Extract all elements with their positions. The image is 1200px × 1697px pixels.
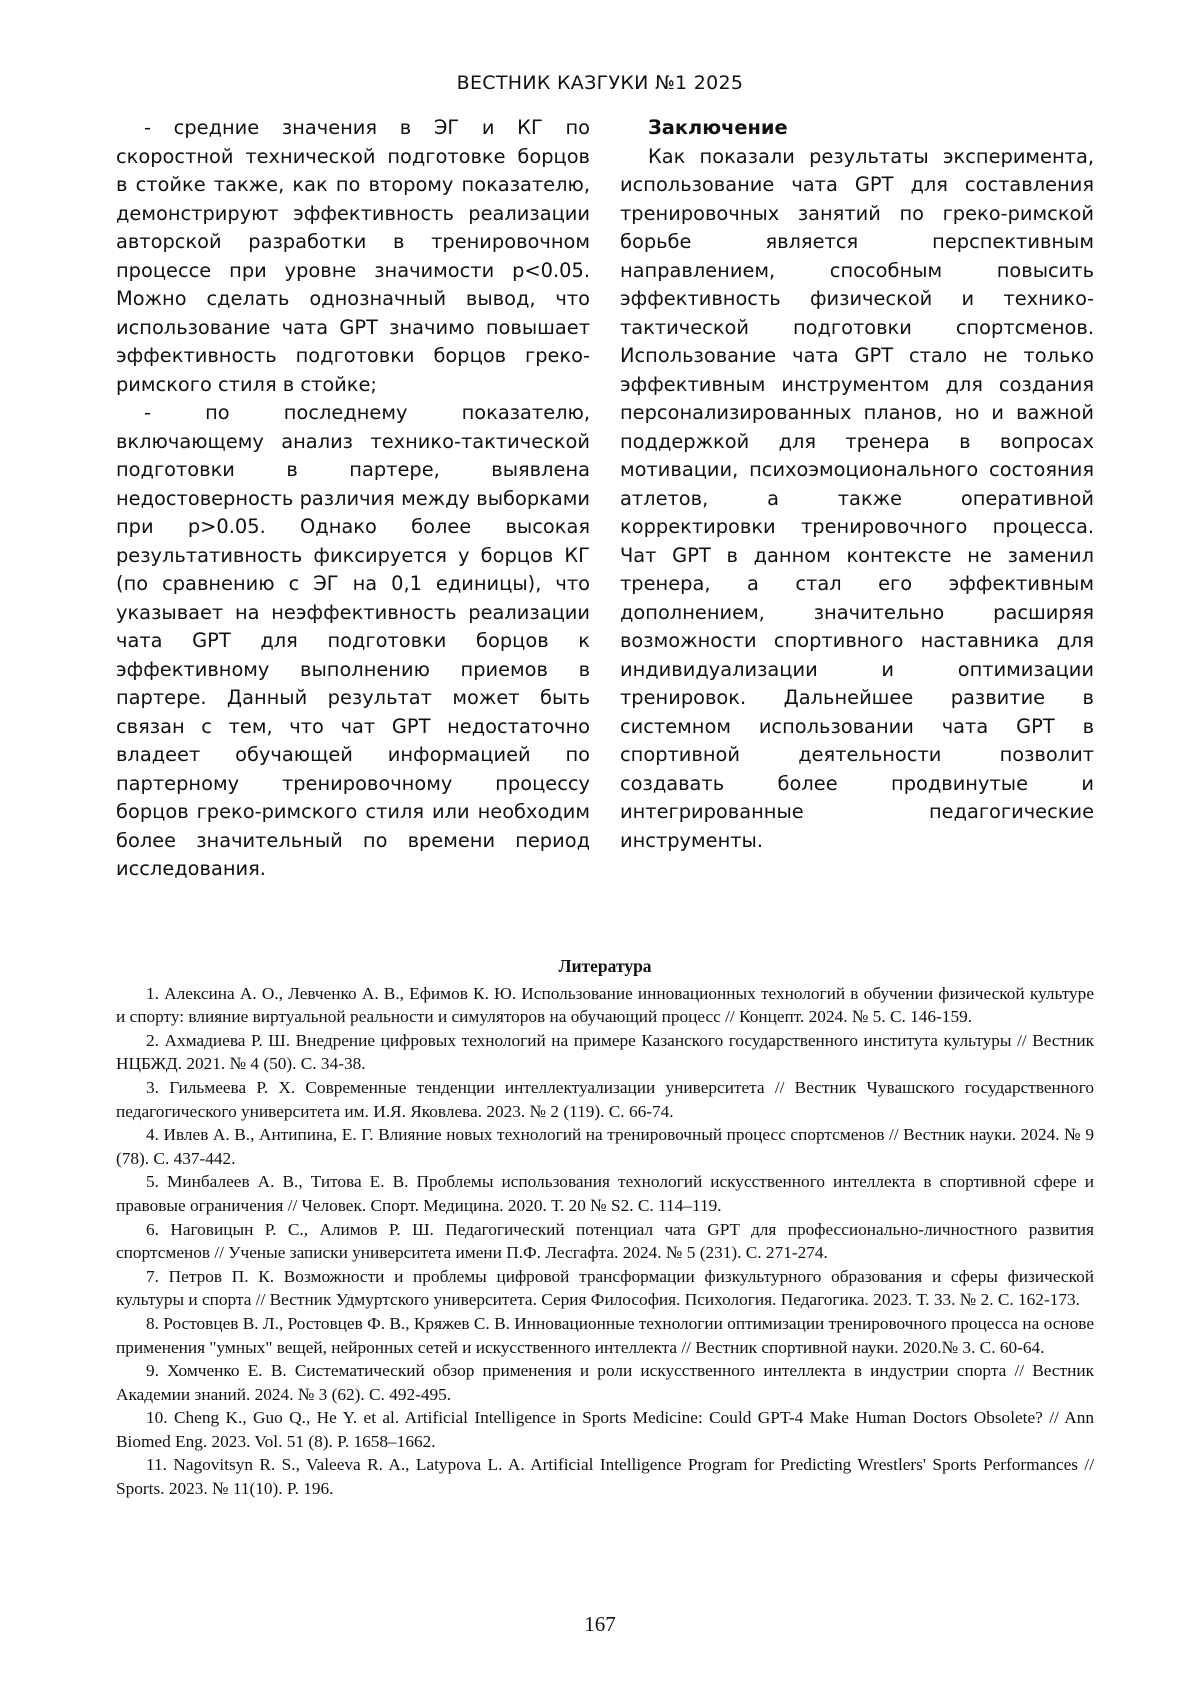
conclusion-paragraph: Как показали результаты эксперимента, использование чата GPT для составления тренировочных занятий по греко-римской борьбе является перспективным направлением, способным повысить эффективность физической и технико-тактической подготовки спортсменов. Использование чата GPT стало не только эффективным инструментом для создания персонализированных планов, но и важной поддержкой для тренера в вопросах мотивации, психоэмоционального состояния атлетов, а также оперативной корректировки тренировочного процесса. Чат GPT в данном контексте не заменил тренера, а стал его эффективным дополнением, значительно расширяя возможности спортивного наставника для индивидуализации и оптимизации тренировок. Дальнейшее развитие в системном использовании чата GPT в спортивной деятельности позволит создавать более продвинутые и интегрированные педагогические инструменты. [620,144,1094,852]
reference-item: 8. Ростовцев В. Л., Ростовцев Ф. В., Кряжев С. В. Инновационные технологии оптимизации тренировочного процесса на основе применения "умных" вещей, нейронных сетей и искусственного интеллекта // Вестник спортивной науки. 2020.№ 3. С. 60-64. [116,1313,1094,1357]
paragraph-speed-technique: - средние значения в ЭГ и КГ по скоростной технической подготовке борцов в стойке также, как по второму показателю, демонстрируют эффективность реализации авторской разработки в тренировочном процессе при уровне значимости р<0.05. Можно сделать однозначный вывод, что использование чата GPT значимо повышает эффективность подготовки борцов греко-римского стиля в стойке; [116,116,590,396]
reference-item: 5. Минбалеев А. В., Титова Е. В. Проблемы использования технологий искусственного интеллекта в спортивной сфере и правовые ограничения // Человек. Спорт. Медицина. 2020. Т. 20 № S2. С. 114–119. [116,1172,1094,1215]
reference-item: 2. Ахмадиева Р. Ш. Внедрение цифровых технологий на примере Казанского государственного института культуры // Вестник НЦБЖД. 2021. № 4 (50). С. 34-38. [116,1030,1094,1074]
reference-item: 11. Nagovitsyn R. S., Valeeva R. A., Latypova L. A. Artificial Intelligence Program for Predicting Wrestlers' Sports Performances // Sports. 2023. № 11(10). P. 196. [116,1455,1094,1499]
reference-item: 1. Алексина А. О., Левченко А. В., Ефимов К. Ю. Использование инновационных технологий в обучении физической культуре и спорту: влияние виртуальной реальности и симуляторов на обучающий процесс // Концепт. 2024. № 5. С. 146-159. [116,983,1094,1027]
reference-item: 9. Хомченко Е. В. Систематический обзор применения и роли искусственного интеллекта в индустрии спорта // Вестник Академии знаний. 2024. № 3 (62). С. 492-495. [116,1361,1094,1404]
references-section [116,955,1094,1501]
reference-item: 6. Наговицын Р. С., Алимов Р. Ш. Педагогический потенциал чата GPT для профессионально-личностного развития спортсменов // Ученые записки университета имени П.Ф. Лесгафта. 2024. № 5 (231). С. 271-274. [116,1219,1094,1263]
reference-item: 10. Cheng K., Guo Q., He Y. et al. Artificial Intelligence in Sports Medicine: Could GPT-4 Make Human Doctors Obsolete? // Ann Biomed Eng. 2023. Vol. 51 (8). P. 1658–1662. [116,1408,1094,1451]
reference-item: 4. Ивлев А. В., Антипина, Е. Г. Влияние новых технологий на тренировочный процесс спортсменов // Вестник науки. 2024. № 9 (78). С. 437-442. [116,1125,1094,1168]
right-column [620,114,1094,855]
references-heading: Литература [558,956,652,976]
conclusion-heading: Заключение [648,116,788,139]
reference-item: 3. Гильмеева Р. Х. Современные тенденции интеллектуализации университета // Вестник Чувашского государственного педагогического университета им. И.Я. Яковлева. 2023. № 2 (119). С. 66-74. [116,1077,1094,1121]
reference-item: 7. Петров П. К. Возможности и проблемы цифровой трансформации физкультурного образования и сферы физической культуры и спорта // Вестник Удмуртского университета. Серия Философия. Психология. Педагогика. 2023. Т. 33. № 2. С. 162-173. [116,1266,1094,1310]
running-header: ВЕСТНИК КАЗГУКИ №1 2025 [456,72,744,94]
left-column [116,114,590,884]
page-number: 167 [584,1612,616,1636]
paragraph-parterre-analysis: - по последнему показателю, включающему анализ технико-тактической подготовки в партере, выявлена недостоверность различия между выборками при р>0.05. Однако более высокая результативность фиксируется у борцов КГ (по сравнению с ЭГ на 0,1 единицы), что указывает на неэффективность реализации чата GPT для подготовки борцов к эффективному выполнению приемов в партере. Данный результат может быть связан с тем, что чат GPT недостаточно владеет обучающей информацией по партерному тренировочному процессу борцов греко-римского стиля или необходим более значительный по времени период исследования. [116,401,590,880]
